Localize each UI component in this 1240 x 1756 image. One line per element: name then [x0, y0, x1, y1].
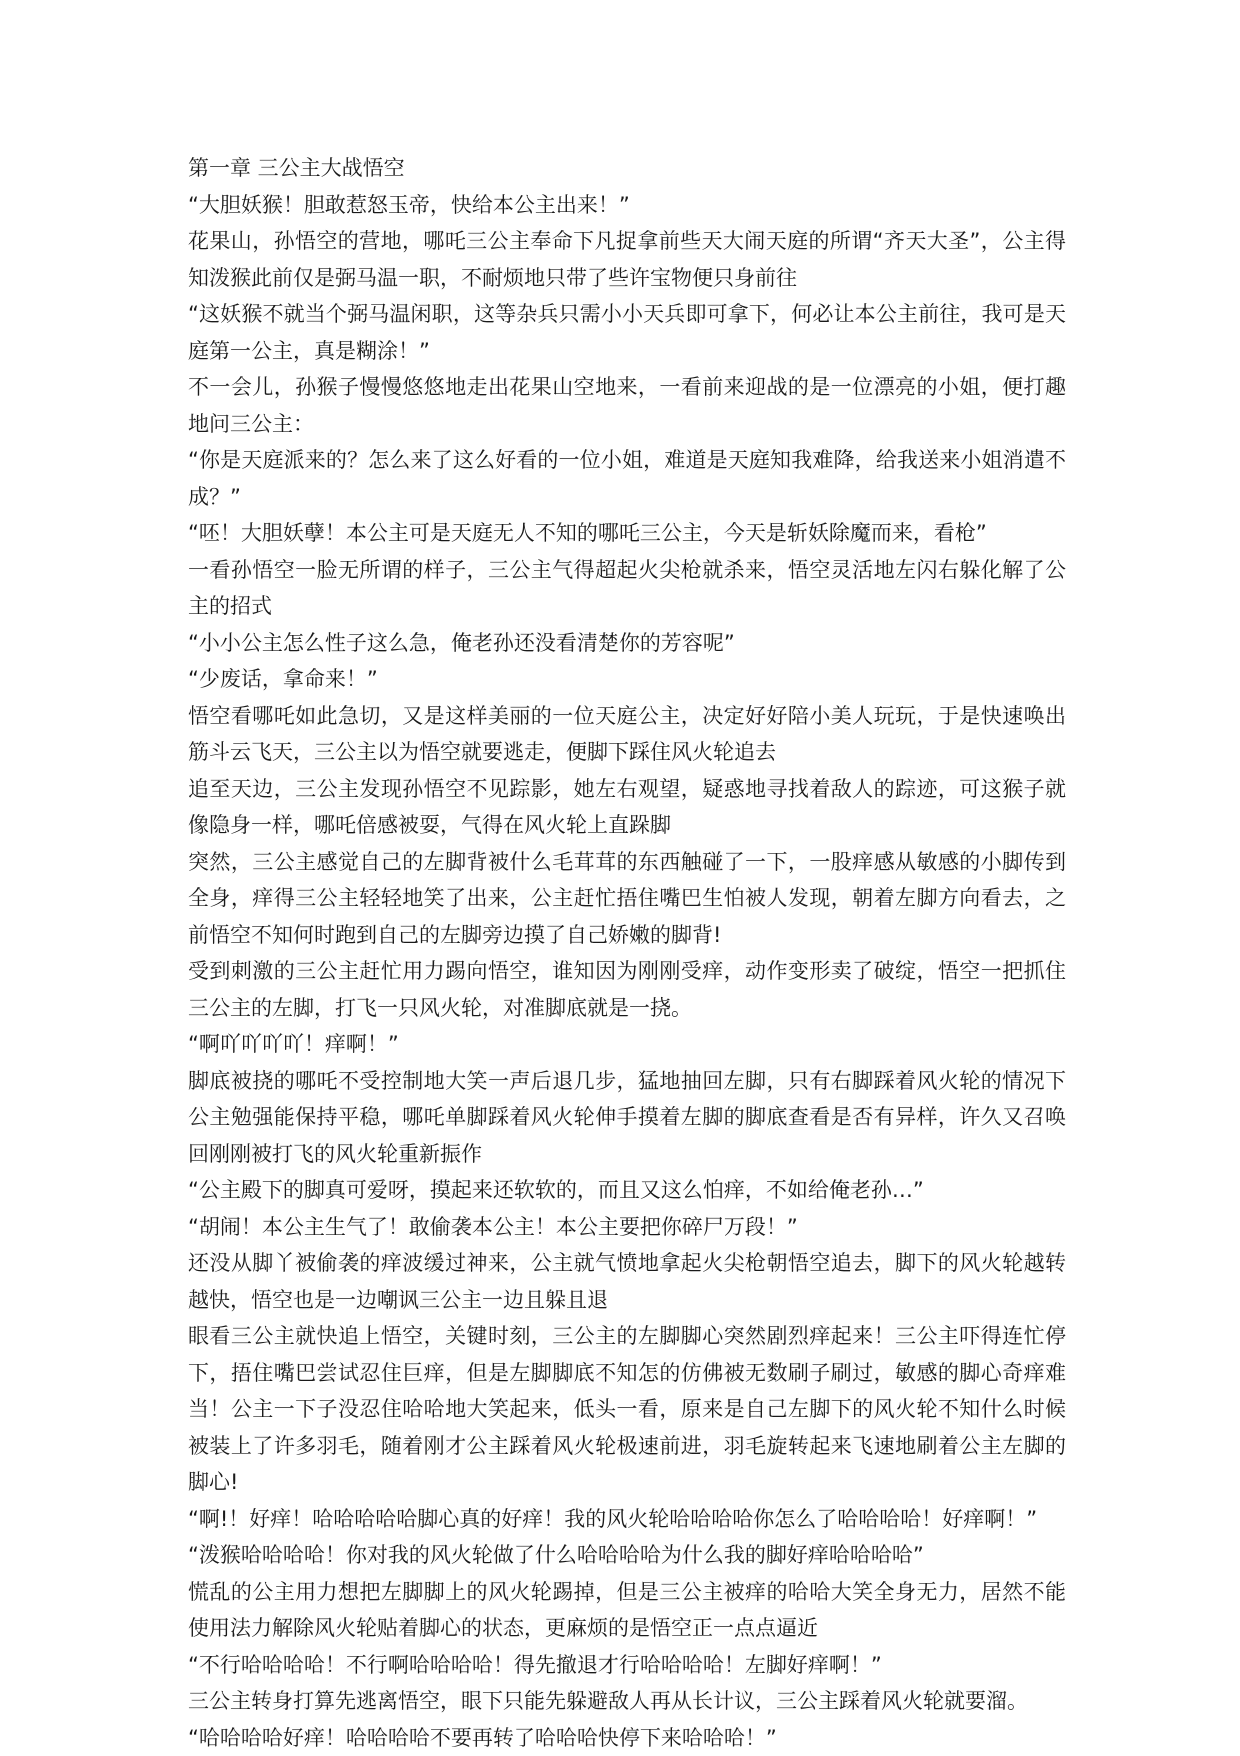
paragraph: “少废话，拿命来！” [188, 661, 1066, 698]
paragraph: 受到刺激的三公主赶忙用力踢向悟空，谁知因为刚刚受痒，动作变形卖了破绽，悟空一把抓住三公主的左脚，打飞一只风火轮，对准脚底就是一挠。 [188, 953, 1066, 1026]
paragraph: “不行哈哈哈哈！不行啊哈哈哈哈！得先撤退才行哈哈哈哈！左脚好痒啊！” [188, 1647, 1066, 1684]
paragraph: 一看孙悟空一脸无所谓的样子，三公主气得超起火尖枪就杀来，悟空灵活地左闪右躲化解了公主的招式 [188, 552, 1066, 625]
paragraph: 花果山，孙悟空的营地，哪吒三公主奉命下凡捉拿前些天大闹天庭的所谓“齐天大圣”，公主得知泼猴此前仅是弼马温一职，不耐烦地只带了些许宝物便只身前往 [188, 223, 1066, 296]
chapter-title: 第一章 三公主大战悟空 [188, 150, 1066, 187]
paragraph: “公主殿下的脚真可爱呀，摸起来还软软的，而且又这么怕痒，不如给俺老孙…” [188, 1172, 1066, 1209]
paragraph: “啊吖吖吖吖！痒啊！” [188, 1026, 1066, 1063]
paragraph: “呸！大胆妖孽！本公主可是天庭无人不知的哪吒三公主，今天是斩妖除魔而来，看枪” [188, 515, 1066, 552]
paragraph: 慌乱的公主用力想把左脚脚上的风火轮踢掉，但是三公主被痒的哈哈大笑全身无力，居然不能使用法力解除风火轮贴着脚心的状态，更麻烦的是悟空正一点点逼近 [188, 1574, 1066, 1647]
paragraph: “啊!！好痒！哈哈哈哈哈脚心真的好痒！我的风火轮哈哈哈哈你怎么了哈哈哈哈！好痒啊！” [188, 1501, 1066, 1538]
paragraph: 脚底被挠的哪吒不受控制地大笑一声后退几步，猛地抽回左脚，只有右脚踩着风火轮的情况下公主勉强能保持平稳，哪吒单脚踩着风火轮伸手摸着左脚的脚底查看是否有异样，许久又召唤回刚刚被打飞的风火轮重新振作 [188, 1063, 1066, 1173]
paragraph: 眼看三公主就快追上悟空，关键时刻，三公主的左脚脚心突然剧烈痒起来！三公主吓得连忙停下，捂住嘴巴尝试忍住巨痒，但是左脚脚底不知怎的仿佛被无数刷子刷过，敏感的脚心奇痒难当！公主一下子没忍住哈哈地大笑起来，低头一看，原来是自己左脚下的风火轮不知什么时候被装上了许多羽毛，随着刚才公主踩着风火轮极速前进，羽毛旋转起来飞速地刷着公主左脚的脚心! [188, 1318, 1066, 1501]
paragraph: “大胆妖猴！胆敢惹怒玉帝，快给本公主出来！” [188, 187, 1066, 224]
paragraph: 三公主转身打算先逃离悟空，眼下只能先躲避敌人再从长计议，三公主踩着风火轮就要溜。 [188, 1683, 1066, 1720]
paragraph: 追至天边，三公主发现孙悟空不见踪影，她左右观望，疑惑地寻找着敌人的踪迹，可这猴子就像隐身一样，哪吒倍感被耍，气得在风火轮上直跺脚 [188, 771, 1066, 844]
paragraph: 悟空看哪吒如此急切，又是这样美丽的一位天庭公主，决定好好陪小美人玩玩，于是快速唤出筋斗云飞天，三公主以为悟空就要逃走，便脚下踩住风火轮追去 [188, 698, 1066, 771]
paragraph: 不一会儿，孙猴子慢慢悠悠地走出花果山空地来，一看前来迎战的是一位漂亮的小姐，便打趣地问三公主： [188, 369, 1066, 442]
paragraph: “这妖猴不就当个弼马温闲职，这等杂兵只需小小天兵即可拿下，何必让本公主前往，我可是天庭第一公主，真是糊涂！” [188, 296, 1066, 369]
paragraph: “你是天庭派来的？怎么来了这么好看的一位小姐，难道是天庭知我难降，给我送来小姐消遣不成？” [188, 442, 1066, 515]
paragraph: “胡闹！本公主生气了！敢偷袭本公主！本公主要把你碎尸万段！” [188, 1209, 1066, 1246]
document-page [188, 150, 1066, 1756]
paragraph: “泼猴哈哈哈哈！你对我的风火轮做了什么哈哈哈哈为什么我的脚好痒哈哈哈哈” [188, 1537, 1066, 1574]
paragraph: 还没从脚丫被偷袭的痒波缓过神来，公主就气愤地拿起火尖枪朝悟空追去，脚下的风火轮越转越快，悟空也是一边嘲讽三公主一边且躲且退 [188, 1245, 1066, 1318]
paragraph: “哈哈哈哈好痒！哈哈哈哈不要再转了哈哈哈快停下来哈哈哈！” [188, 1720, 1066, 1756]
paragraph: “小小公主怎么性子这么急，俺老孙还没看清楚你的芳容呢” [188, 625, 1066, 662]
paragraph: 突然，三公主感觉自己的左脚背被什么毛茸茸的东西触碰了一下，一股痒感从敏感的小脚传到全身，痒得三公主轻轻地笑了出来，公主赶忙捂住嘴巴生怕被人发现，朝着左脚方向看去，之前悟空不知何时跑到自己的左脚旁边摸了自己娇嫩的脚背! [188, 844, 1066, 954]
chapter-body [188, 187, 1066, 1756]
